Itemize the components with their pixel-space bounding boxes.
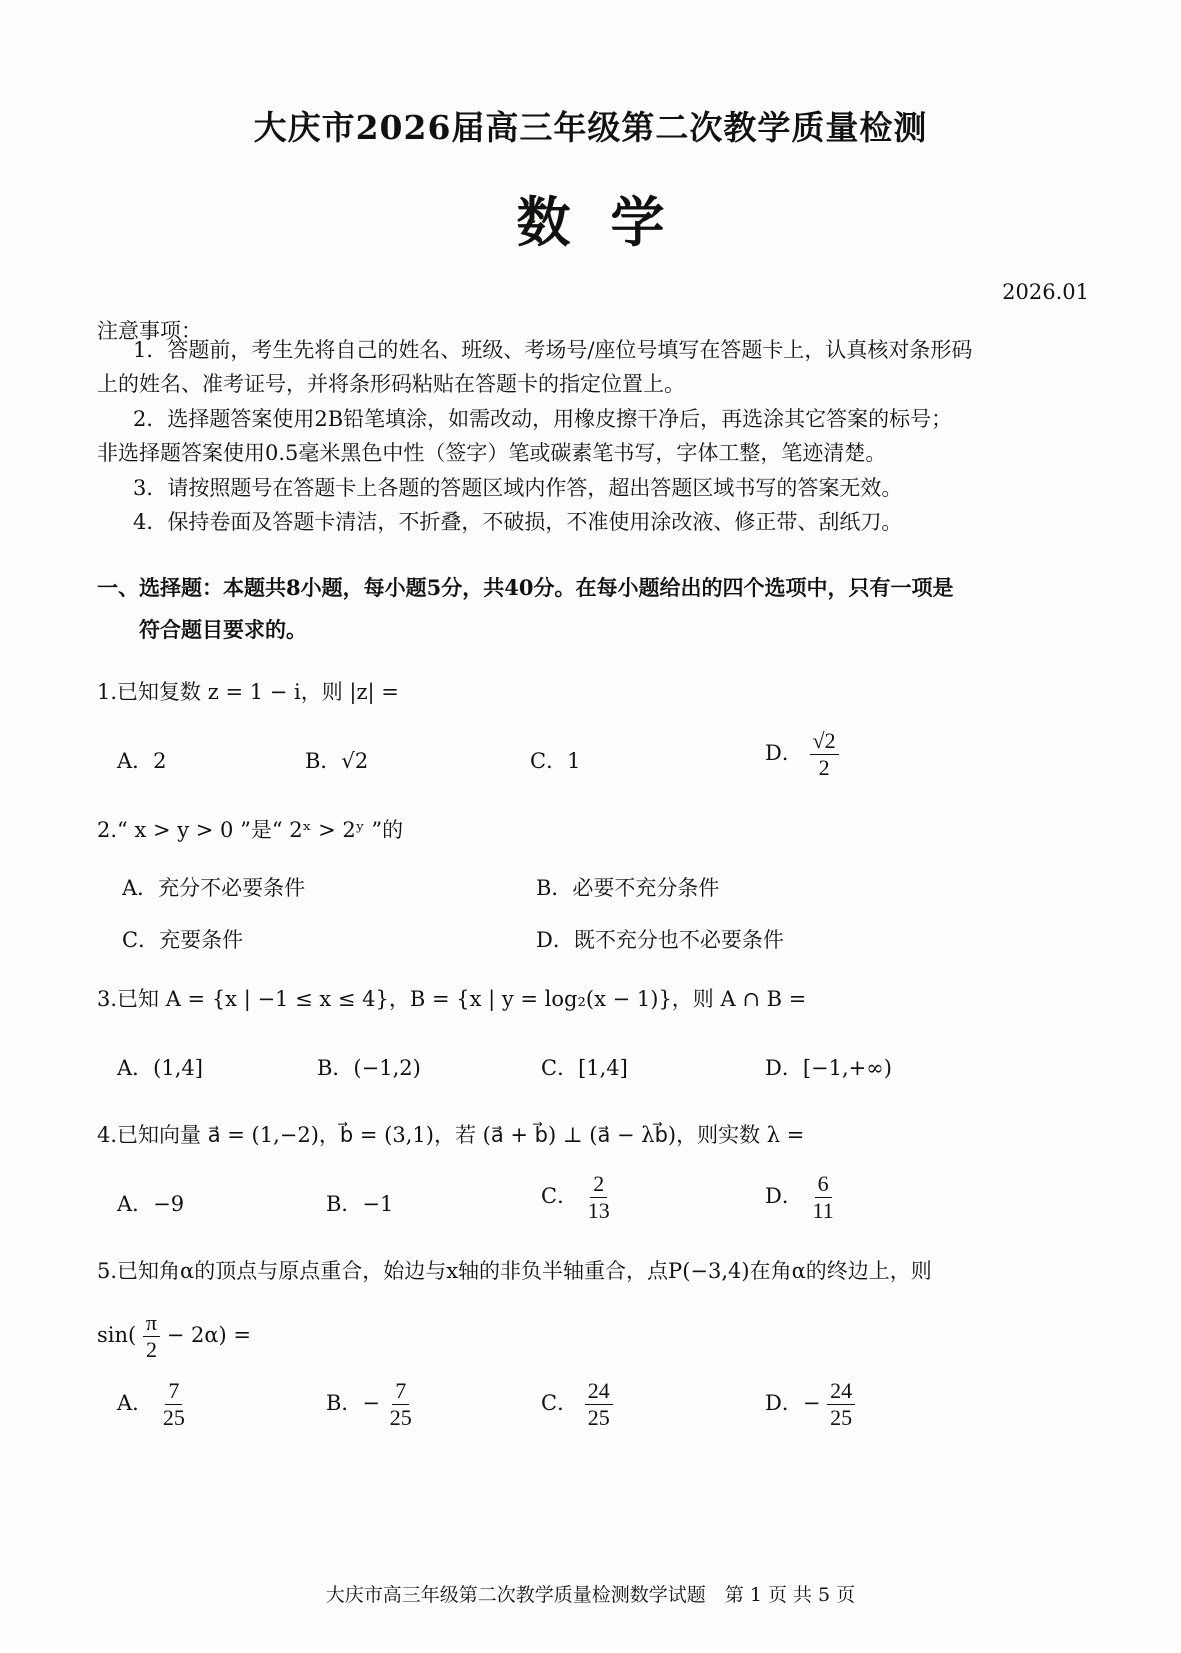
q1-option-a: A．2 — [117, 749, 167, 773]
q5-option-a — [117, 1378, 188, 1431]
q3-option-c: C．[1,4] — [541, 1056, 628, 1080]
q2-option-d: D．既不充分也不必要条件 — [536, 928, 784, 952]
notice-line-2-cont: 非选择题答案使用0.5毫米黑色中性（签字）笔或碳素笔书写，字体工整，笔迹清楚。 — [97, 441, 887, 465]
q5-option-c-numerator: 24 — [585, 1378, 613, 1405]
q5-expr-prefix: sin( — [97, 1323, 137, 1347]
q1-option-b: B．√2 — [305, 749, 369, 773]
q4-option-c-label: C． — [541, 1184, 579, 1208]
q5-option-b-numerator: 7 — [392, 1378, 409, 1405]
q2-option-a: A．充分不必要条件 — [122, 876, 306, 900]
notice-line-2: 2．选择题答案使用2B铅笔填涂，如需改动，用橡皮擦干净后，再选涂其它答案的标号； — [133, 407, 953, 431]
q5-option-a-fraction — [160, 1378, 188, 1431]
q5-option-b-denominator: 25 — [389, 1405, 412, 1430]
q5-option-d-fraction — [827, 1378, 855, 1431]
q4-option-d-label: D． — [765, 1184, 803, 1208]
q5-option-c-fraction — [585, 1378, 613, 1431]
q2-option-c: C．充要条件 — [122, 928, 244, 952]
q5-option-b — [326, 1378, 415, 1431]
q5-option-b-fraction — [387, 1378, 415, 1431]
q2-option-b: B．必要不充分条件 — [536, 876, 720, 900]
question-3-stem: 3.已知 A = {x | −1 ≤ x ≤ 4}，B = {x | y = log₂(x − 1)}，则 A ∩ B = — [97, 987, 807, 1011]
q5-expr-fraction — [143, 1310, 160, 1363]
q5-option-a-denominator: 25 — [162, 1405, 185, 1430]
question-5-stem: 5.已知角α的顶点与原点重合，始边与x轴的非负半轴重合，点P(−3,4)在角α的终边上，则 — [97, 1259, 932, 1283]
question-1-stem: 1.已知复数 z = 1 − i，则 |z| = — [97, 680, 399, 704]
q3-option-a: A．(1,4] — [117, 1056, 203, 1080]
question-4-stem: 4.已知向量 a⃗ = (1,−2)，b⃗ = (3,1)，若 (a⃗ + b⃗) ⊥ (a⃗ − λb⃗)，则实数 λ = — [97, 1123, 805, 1147]
q4-option-c-fraction — [585, 1171, 613, 1224]
q5-option-a-numerator: 7 — [165, 1378, 182, 1405]
q4-option-b: B．−1 — [326, 1192, 394, 1216]
q5-expr-numerator: π — [143, 1310, 160, 1337]
question-2-stem: 2.“ x > y > 0 ”是“ 2ˣ > 2ʸ ”的 — [97, 818, 404, 842]
q4-option-d-fraction — [810, 1171, 837, 1224]
q5-option-d — [765, 1378, 855, 1431]
q5-expr-suffix: − 2α) = — [166, 1323, 251, 1347]
exam-date: 2026.01 — [1002, 280, 1089, 304]
q5-expr-denominator: 2 — [145, 1337, 157, 1362]
q5-option-c-label: C． — [541, 1391, 579, 1415]
q1-option-d-label: D． — [765, 741, 803, 765]
q1-option-c: C．1 — [530, 749, 581, 773]
question-5-expression — [97, 1310, 251, 1363]
q5-option-d-denominator: 25 — [830, 1405, 853, 1430]
q1-option-d-fraction — [810, 728, 839, 781]
q5-option-a-label: A． — [117, 1391, 154, 1415]
q1-option-d-numerator: √2 — [810, 728, 839, 755]
section-heading-line-2: 符合题目要求的。 — [139, 617, 307, 642]
q5-option-b-label: B．− — [326, 1391, 381, 1415]
q4-option-c-denominator: 13 — [587, 1198, 610, 1223]
section-heading-line-1: 一、选择题：本题共8小题，每小题5分，共40分。在每小题给出的四个选项中，只有一项是 — [97, 575, 954, 600]
q4-option-c-numerator: 2 — [590, 1171, 607, 1198]
q5-option-d-numerator: 24 — [827, 1378, 855, 1405]
q1-option-d — [765, 728, 839, 781]
q4-option-a: A．−9 — [117, 1192, 185, 1216]
q4-option-d-numerator: 6 — [815, 1171, 832, 1198]
notice-line-1: 1．答题前，考生先将自己的姓名、班级、考场号/座位号填写在答题卡上，认真核对条形码 — [133, 338, 973, 362]
notice-line-4: 4．保持卷面及答题卡清洁，不折叠，不破损，不准使用涂改液、修正带、刮纸刀。 — [133, 510, 903, 534]
q5-option-d-label: D．− — [765, 1391, 821, 1415]
notice-heading: 注意事项： — [97, 319, 202, 343]
q4-option-d — [765, 1171, 837, 1224]
q3-option-b: B．(−1,2) — [317, 1056, 421, 1080]
q5-option-c — [541, 1378, 613, 1431]
q4-option-d-denominator: 11 — [812, 1198, 834, 1223]
q3-option-d: D．[−1,+∞) — [765, 1056, 892, 1080]
exam-title: 大庆市2026届高三年级第二次教学质量检测 — [253, 108, 928, 147]
q1-option-d-denominator: 2 — [818, 755, 830, 780]
q5-option-c-denominator: 25 — [587, 1405, 610, 1430]
page-footer: 大庆市高三年级第二次教学质量检测数学试题 第 1 页 共 5 页 — [325, 1584, 856, 1606]
notice-line-1-cont: 上的姓名、准考证号，并将条形码粘贴在答题卡的指定位置上。 — [97, 372, 685, 396]
q4-option-c — [541, 1171, 613, 1224]
subject-title: 数学 — [516, 190, 705, 254]
notice-line-3: 3．请按照题号在答题卡上各题的答题区域内作答，超出答题区域书写的答案无效。 — [133, 476, 903, 500]
